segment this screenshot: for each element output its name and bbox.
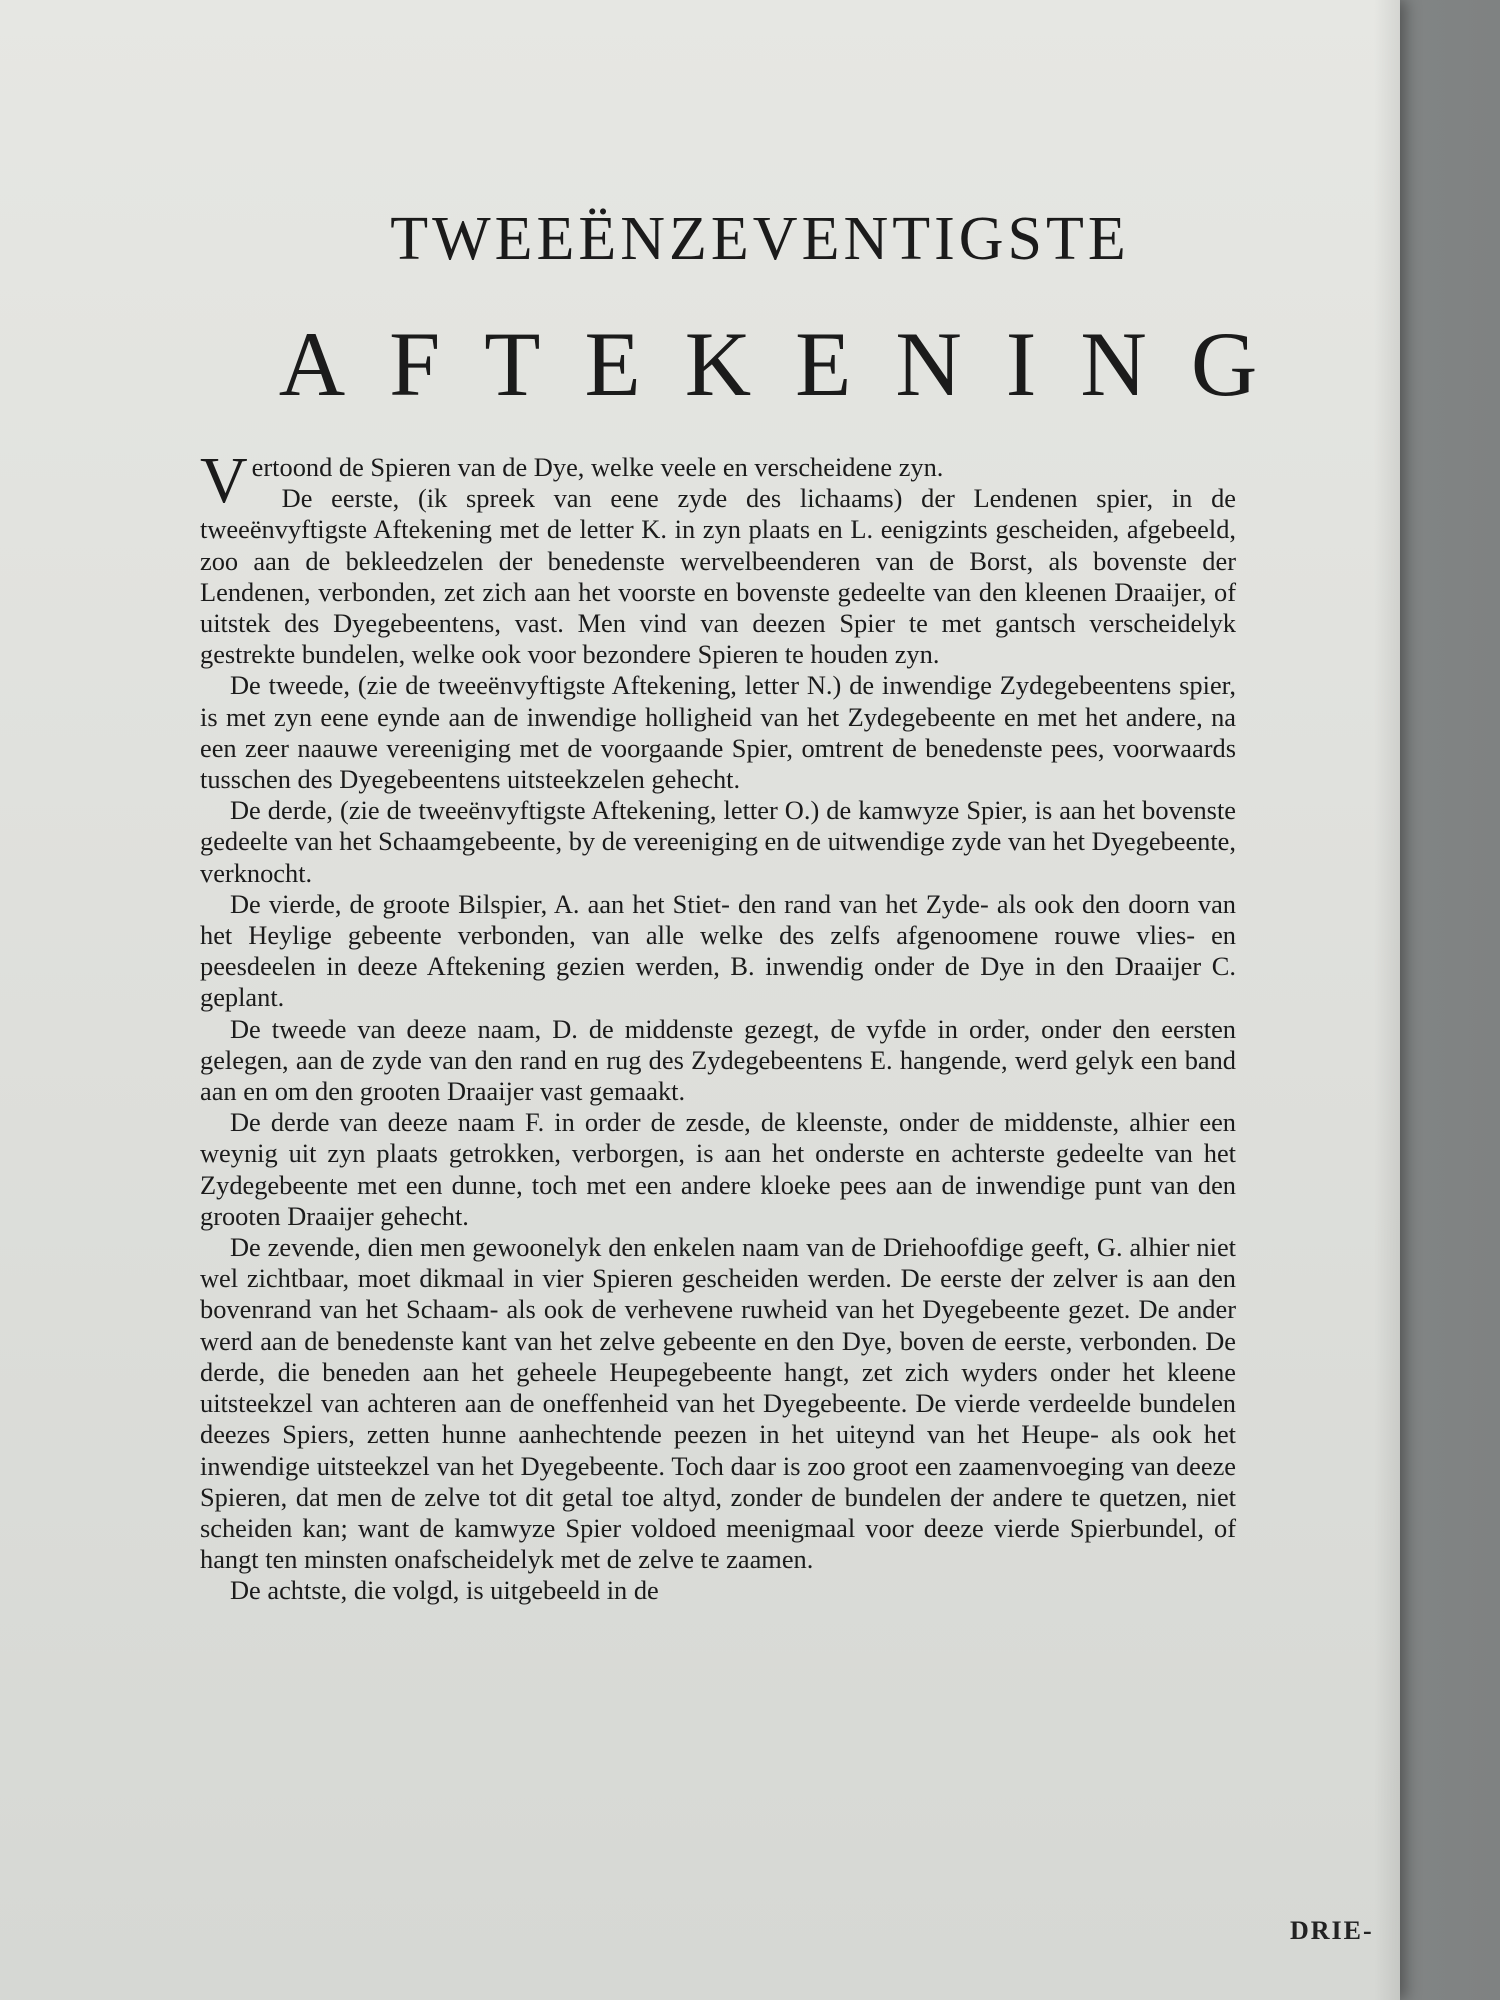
body-text [200,444,1236,1607]
paragraph-9: De achtste, die volgd, is uitgebeeld in de [230,1575,659,1606]
paragraph-8: De zevende, dien men gewoonelyk den enkelen naam van de Driehoofdige geeft, G. alhier niet wel zichtbaar, moet dikmaal in vier Spieren gescheiden werden. De eerste der zelver is aan den bovenrand van het Schaam- als ook de verhevene ruwheid van het Dyegebeente gezet. De ander werd aan de benedenste kant van het zelve gebeente en den Dye, boven de eerste, verbonden. De derde, die beneden aan het geheele Heupegebeente hangt, zet zich wyders onder het kleene uitsteekzel van achteren aan de oneffenheid van het Dyegebeente. De vierde verdeelde bundelen deezes Spiers, zetten hunne aanhechtende peezen in het uiteynd van het Heupe- als ook het inwendige uitsteekzel van het Dyegebeente. Toch daar is zoo groot een zaamenvoeging van deeze Spieren, dat men de zelve tot dit getal toe altyd, zonder de bundelen der andere te quetzen, niet scheiden kan; want de kamwyze Spier voldoed meenigmaal voor deeze vierde Spierbundel, of hangt ten minsten onafscheidelyk met de zelve te zaamen. [200,1232,1236,1575]
paragraph-5: De vierde, de groote Bilspier, A. aan het Stiet- den rand van het Zyde- als ook den doorn van het Heylige gebeente verbonden, van alle welke des zelfs afgenoomene rouwe vlies- en peesdeelen in deeze Aftekening gezien werden, B. inwendig onder de Dye in den Draaijer C. geplant. [200,888,1236,1013]
drop-cap: V [200,444,248,517]
catchword: DRIE- [1290,1916,1374,1945]
paragraph-3: De tweede, (zie de tweeënvyftigste Aftekening, letter N.) de inwendige Zydegebeentens spier, is met zyn eene eynde aan de inwendige holligheid van het Zydegebeente en met het andere, na een zeer naauwe vereeniging met de voorgaande Spier, omtrent de benedenste pees, voorwaards tusschen des Dyegebeentens uitsteekzelen gehecht. [200,670,1236,795]
heading-line-1: TWEEËNZEVENTIGSTE [390,205,1130,273]
paragraph-4: De derde, (zie de tweeënvyftigste Aftekening, letter O.) de kamwyze Spier, is aan het bovenste gedeelte van het Schaamgebeente, by de vereeniging en de uitwendige zyde van het Dyegebeente, verknocht. [200,795,1236,888]
heading-line-2: AFTEKENING [278,313,1302,415]
paragraph-1 [200,444,1236,517]
paragraph-2: De eerste, (ik spreek van eene zyde des lichaams) der Lendenen spier, in de tweeënvyftigste Aftekening met de letter K. in zyn plaats en L. eenigzints gescheiden, afgebeeld, zoo aan de bekleedzelen der benedenste wervelbeenderen van de Borst, als bovenste der Lendenen, verbonden, zet zich aan het voorste en bovenste gedeelte van den kleenen Draaijer, of uitstek des Dyegebeentens, vast. Men vind van deezen Spier te met gantsch verscheidelyk gestrekte bundelen, welke ook voor bezondere Spieren te houden zyn. [200,483,1236,670]
paragraph-7: De derde van deeze naam F. in order de zesde, de kleenste, onder de middenste, alhier een weynig uit zyn plaats getrokken, verborgen, is aan het onderste en achterste gedeelte van het Zydegebeente met een dunne, toch met een andere kloeke pees aan de inwendige punt van den grooten Draaijer gehecht. [200,1107,1236,1231]
paragraph-6: De tweede van deeze naam, D. de middenste gezegt, de vyfde in order, onder den eersten gelegen, aan de zyde van den rand en rug des Zydegebeentens E. hangende, werd gelyk een band aan en om den grooten Draaijer vast gemaakt. [200,1013,1236,1107]
paragraph-1-text: ertoond de Spieren van de Dye, welke veele en verscheidene zyn. [251,452,944,482]
